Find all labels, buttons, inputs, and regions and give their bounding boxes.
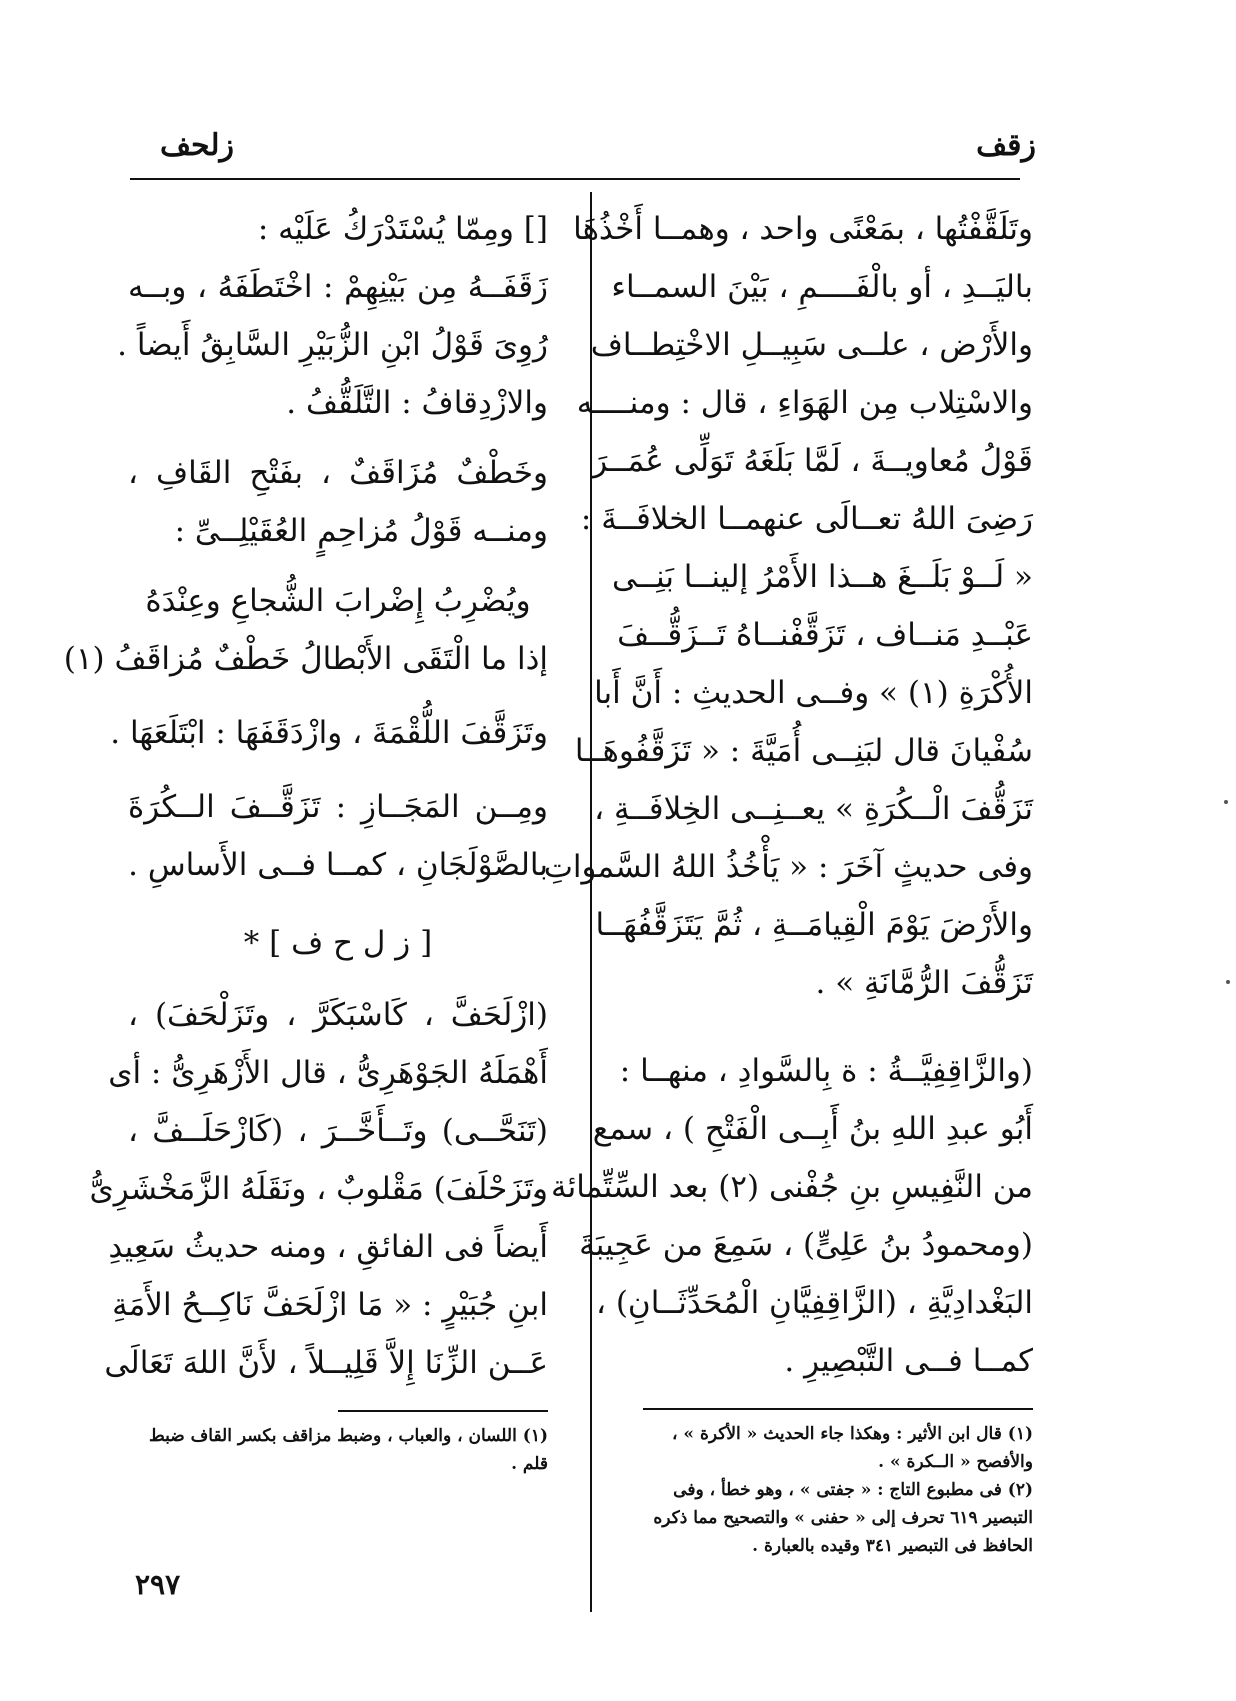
footnote: (١) قال ابن الأثير : وهكذا جاء الحديث « الأكرة » ، والأفصح « الــكرة » . [672, 1424, 1033, 1472]
page-number: ٢٩٧ [135, 1568, 181, 1601]
entry-line: (والزَّاقِفِيَّــةُ : ة بِالسَّوادِ ، منهــا : [619, 1053, 1033, 1089]
text-line: والاسْتِلاب مِن الهَوَاءِ ، قال : ومنــــه [576, 385, 1033, 421]
text-line: (تَنَحَّــى) وتَــأَخَّــرَ ، (كَازْحَلَــفَّ ، [128, 1113, 548, 1149]
right-column [531, 200, 1033, 1560]
footnote-rule [643, 1408, 1033, 1410]
text-line: وتَلَقَّفْتُها ، بمَعْنًى واحد ، وهمــا أَخْذُهَا [573, 211, 1033, 247]
entry-line: أَبُو عبدِ اللهِ بنُ أَبِــى الْفَتْحِ ) ، سمع [592, 1111, 1033, 1147]
entry-line: كمــا فــى التَّبْصِيرِ . [784, 1343, 1033, 1379]
text-line: عَبْــدِ مَنــاف ، تَزَقَّفْنــاهُ تَــزَقُّــفَ [617, 617, 1033, 653]
text-line: والازْدِقافُ : التَّلَقُّفُ . [286, 385, 548, 421]
footnote: (١) اللسان ، والعباب ، وضبط مزاقف بكسر القاف ضبط قلم . [149, 1426, 548, 1474]
left-column [63, 200, 548, 1478]
text-line: ابنِ جُبَيْرٍ : « مَا ازْلَحَفَّ نَاكِــحُ الأَمَةِ [112, 1287, 548, 1323]
text-line: سُفْيانَ قال لبَنِــى أُمَيَّةَ : « تَزَقَّفُوهَــا [574, 733, 1033, 769]
running-head-left: زلحف [160, 128, 235, 163]
text-line: ومنــه قَوْلُ مُزاحِمٍ العُقَيْلِــىِّ : [174, 513, 548, 549]
text-line: وخَطْفٌ مُزَاقَفٌ ، بفَتْحِ القَافِ ، [128, 455, 548, 491]
text-line: عَــن الزِّنَا إِلاَّ قَلِيــلاً ، لأَنَّ اللهَ تَعَالَى [104, 1345, 548, 1381]
entry-line: البَغْدادِيَّةِ ، (الزَّاقِفِيَّانِ الْمُحَدِّثَــانِ) ، [595, 1285, 1033, 1321]
verse-line: إذا ما الْتَقَى الأَبْطالُ خَطْفٌ مُزاقَفُ (١) [63, 641, 548, 677]
entry-line: من النَّفِيسِ بنِ جُفْنى (٢) بعد السِّتِّمائة . [531, 1169, 1033, 1205]
header-rule [130, 178, 1020, 180]
entry-heading: [ ز ل ح ف ] * [243, 925, 433, 961]
text-line: وتَزَقَّفَ اللُّقْمَةَ ، وازْدَقَفَهَا : ابْتَلَعَهَا . [110, 715, 548, 751]
text-line: ومِــن المَجَــازِ : تَزَقَّــفَ الــكُرَةَ [128, 789, 548, 825]
scan-speck [1226, 980, 1230, 984]
text-line: والأَرْضَ يَوْمَ الْقِيامَــةِ ، ثُمَّ يَتَزَقَّفُهَــا [595, 907, 1033, 943]
entry-line: (ومحمودُ بنُ عَلِىٍّ) ، سَمِعَ من عَجِيبَةَ [579, 1227, 1033, 1263]
section-heading: [] ومِمّا يُسْتَدْرَكُ عَلَيْه : [257, 211, 548, 247]
text-line: رَضِىَ اللهُ تعــالَى عنهمــا الخلافَــةَ : [580, 501, 1033, 537]
text-line: أَيضاً فى الفائقِ ، ومنه حديثُ سَعِيدِ [108, 1229, 548, 1265]
text-line: الأُكْرَةِ (١) » وفــى الحديثِ : أَنَّ أَبا [594, 675, 1033, 711]
text-line: وفى حديثٍ آخَرَ : « يَأْخُذُ اللهُ السَّمواتِ [543, 849, 1033, 885]
text-line: « لَــوْ بَلَــغَ هــذا الأَمْرُ إلينــا بَنِــى [611, 559, 1033, 595]
text-line: بالصَّوْلَجَانِ ، كمــا فــى الأَساسِ . [128, 847, 548, 883]
text-line: وتَزَحْلَفَ) مَقْلوبٌ ، ونَقَلَهُ الزَّمَخْشَرِىُّ [89, 1171, 548, 1207]
text-line: تَزَقُّفَ الْــكُرَةِ » يعــنِــى الخِلافَــةِ ، [594, 791, 1033, 827]
verse-line: ويُضْرِبُ إِضْرابَ الشُّجاعِ وعِنْدَهُ [145, 583, 531, 619]
footnote-rule [338, 1410, 548, 1412]
text-line: أَهْمَلَهُ الجَوْهَرِىُّ ، قال الأَزْهَرِىُّ : أى [108, 1055, 548, 1091]
running-head-right: زقف [976, 128, 1036, 163]
scan-speck [1224, 800, 1228, 804]
text-line: والأَرْض ، علــى سَبِيــلِ الاخْتِطــاف [590, 327, 1033, 363]
footnote: (٢) فى مطبوع التاج : « جفتى » ، وهو خطأ ، وفى التبصير ٦١٩ تحرف إلى « حفنى » والتصحيح مما ذكره الحافظ فى التبصير ٣٤١ وقيده بالعبارة . [653, 1480, 1033, 1556]
text-line: قَوْلُ مُعاويــةَ ، لَمَّا بَلَغَهُ تَوَلِّى عُمَــرَ [592, 443, 1033, 479]
text-line: تَزَقُّفَ الرُّمَّانَةِ » . [815, 965, 1033, 1001]
text-line: (ازْلَحَفَّ ، كَاسْبَكَرَّ ، وتَزَلْحَفَ) ، [128, 997, 548, 1033]
text-line: باليَــدِ ، أو بالْفَــــمِ ، بَيْنَ السمــاء [611, 269, 1033, 305]
text-line: رُوِىَ قَوْلُ ابْنِ الزُّبَيْرِ السَّابِقُ أَيضاً . [117, 327, 548, 363]
text-line: زَقَفَــهُ مِن بَيْنِهِمْ : اخْتَطَفَهُ ، وبــه [128, 269, 548, 305]
